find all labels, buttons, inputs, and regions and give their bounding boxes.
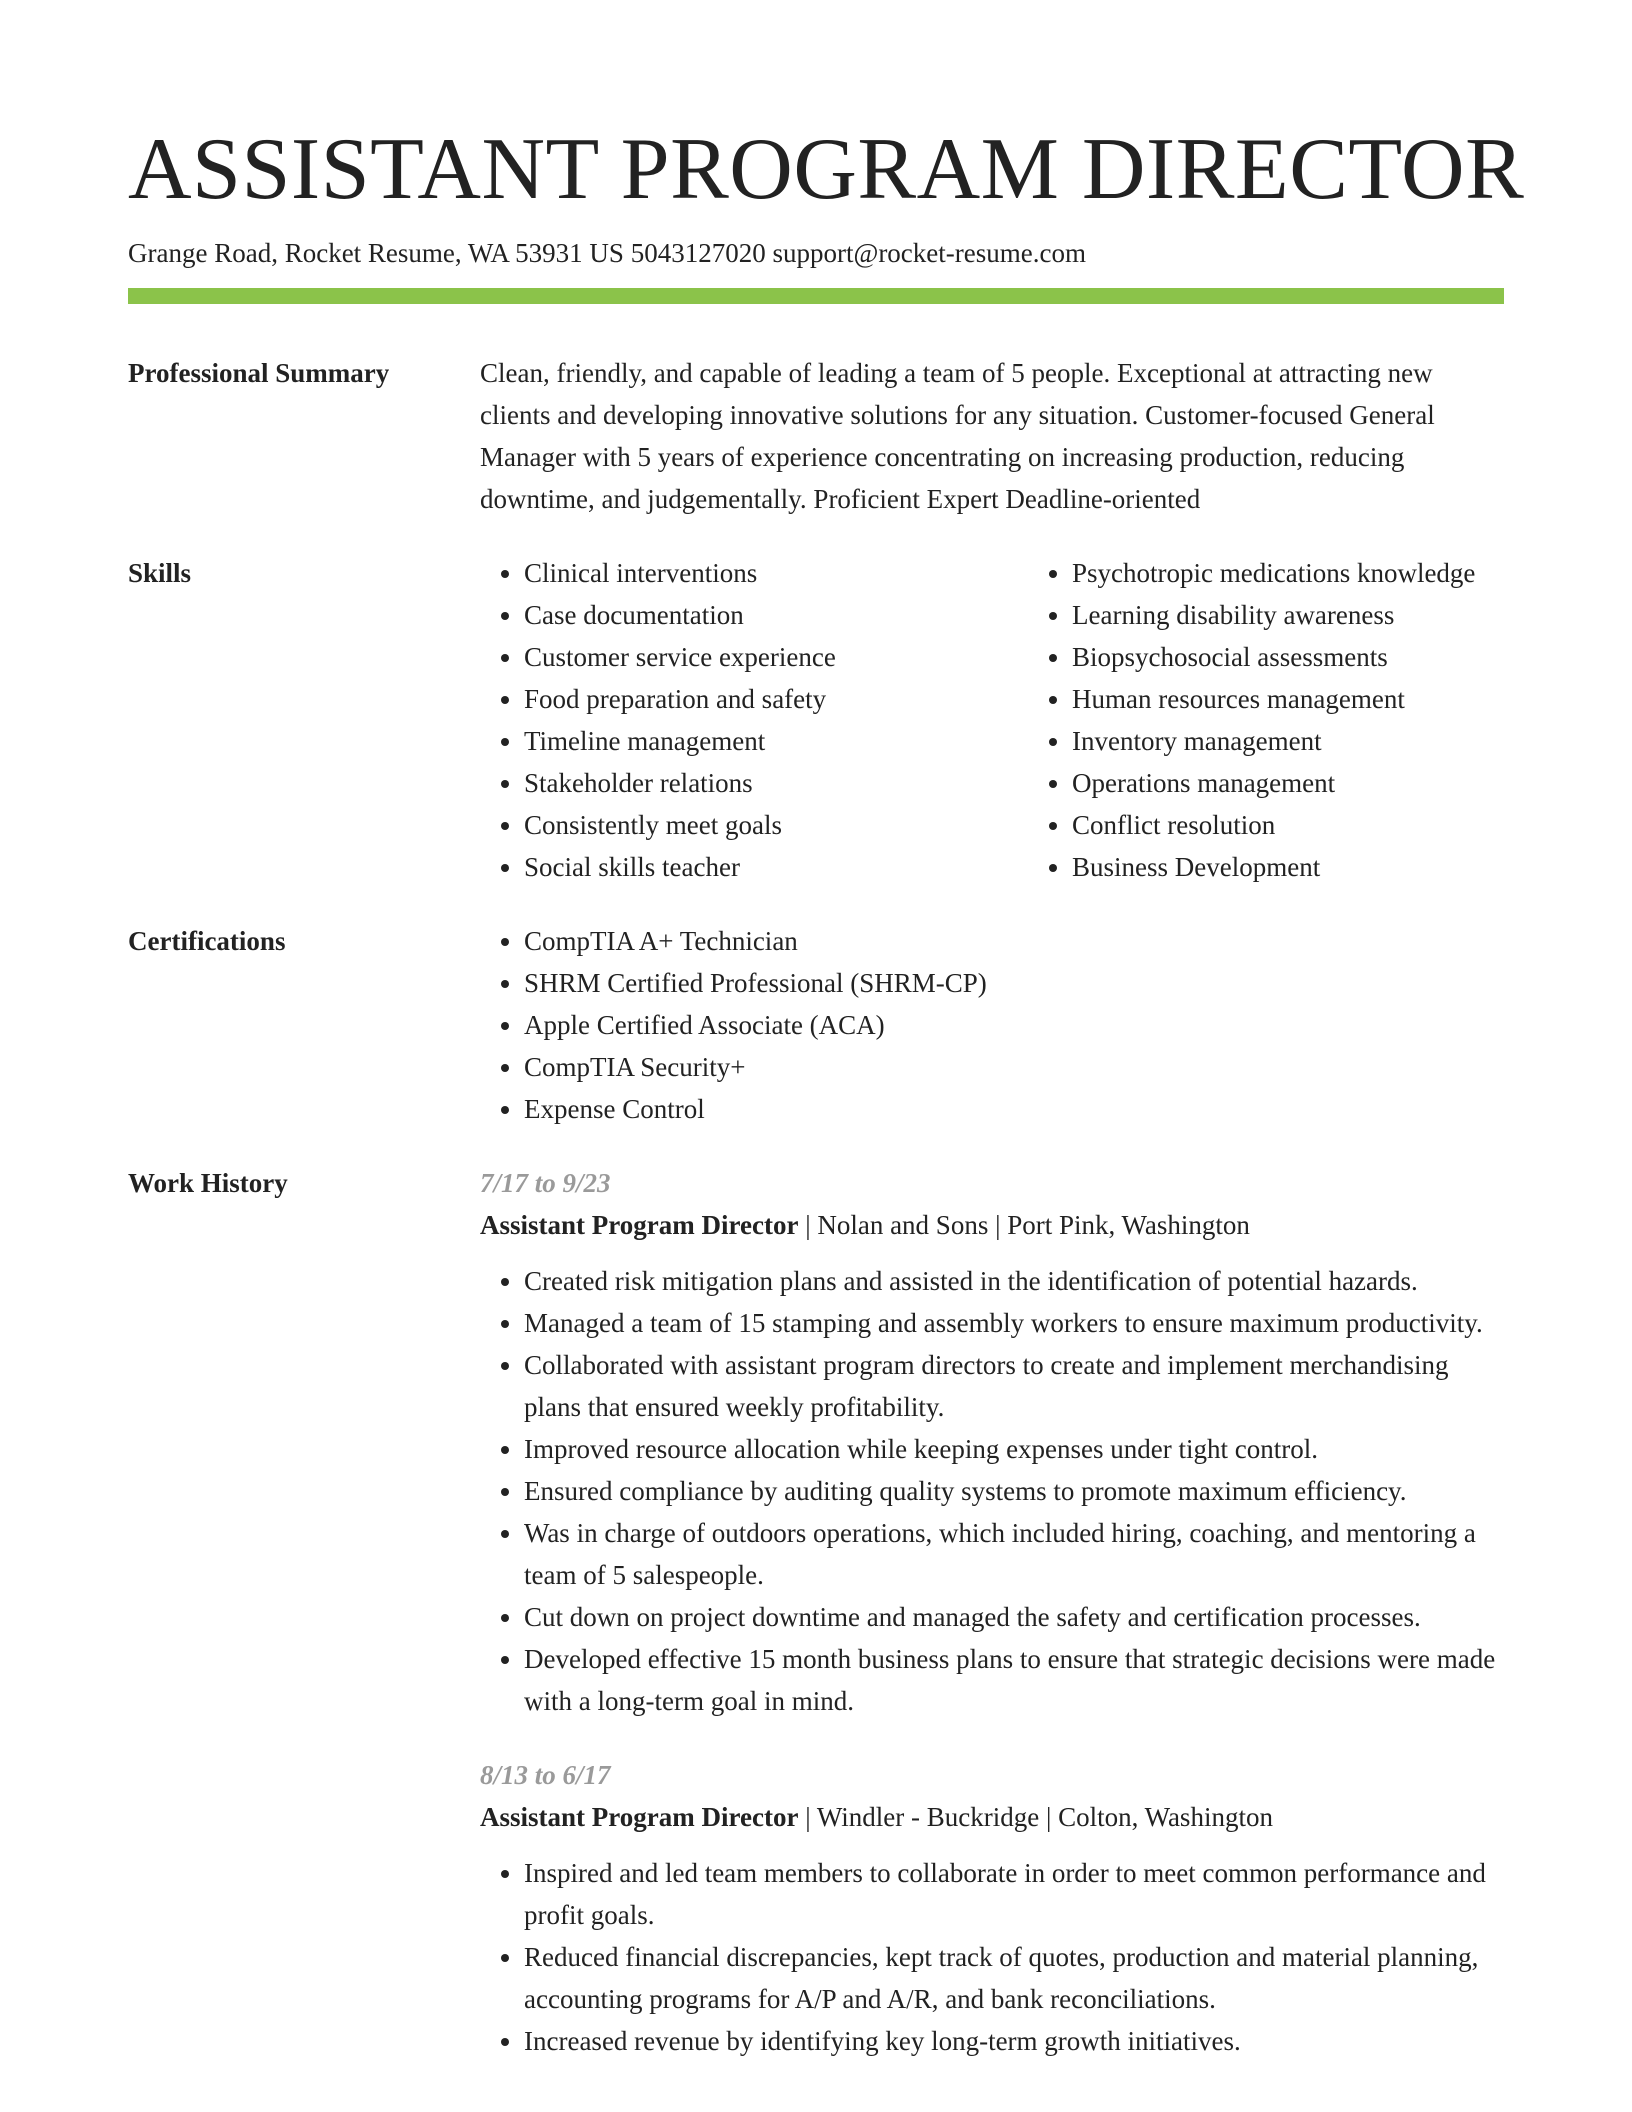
contact-phone: 5043127020 [630,238,766,268]
job-company-location: | Windler - Buckridge | Colton, Washington [798,1802,1273,1832]
job-title: Assistant Program Director [480,1802,799,1832]
job-bullet: • Collaborated with assistant program directors to create and implement merchandising plans that ensured weekly profitability. [524,1344,1504,1428]
work-history-section [128,1162,1504,2062]
skill-item: • Customer service experience [524,636,1028,678]
skill-item: • Clinical interventions [524,552,1028,594]
skills-list-left [480,552,1028,888]
job-bullets [480,1852,1504,2062]
skill-item: • Social skills teacher [524,846,1028,888]
job-bullet: • Was in charge of outdoors operations, which included hiring, coaching, and mentoring a team of 5 salespeople. [524,1512,1504,1596]
skill-item: • Operations management [1072,762,1504,804]
summary-text: Clean, friendly, and capable of leading a team of 5 people. Exceptional at attracting new clients and developing innovative solutions for any situation. Customer-focused General Manager with 5 years of experience concentrating on increasing production, reducing downtime, and judgementally. Proficient Expert Deadline-oriented [480,358,1435,514]
certification-item: • SHRM Certified Professional (SHRM-CP) [524,962,1504,1004]
summary-section [128,352,1504,520]
certification-item: • Apple Certified Associate (ACA) [524,1004,1504,1046]
job-bullet: • Cut down on project downtime and managed the safety and certification processes. [524,1596,1504,1638]
work-history-label: Work History [128,1168,288,1198]
skills-label: Skills [128,558,192,588]
resume-name-title: ASSISTANT PROGRAM DIRECTOR [128,121,1525,218]
job-heading [480,1796,1504,1838]
skill-item: • Business Development [1072,846,1504,888]
skill-item: • Biopsychosocial assessments [1072,636,1504,678]
skills-list-right [1028,552,1504,888]
header-divider [128,288,1504,304]
job-bullet: • Developed effective 15 month business plans to ensure that strategic decisions were made with a long-term goal in mind. [524,1638,1504,1722]
skill-item: • Psychotropic medications knowledge [1072,552,1504,594]
certifications-section [128,920,1504,1130]
resume-page [128,120,1525,2062]
job-bullet: • Reduced financial discrepancies, kept track of quotes, production and material planning, accounting programs for A/P and A/R, and bank reconciliations. [524,1936,1504,2020]
skill-item: • Inventory management [1072,720,1504,762]
job-bullet: • Created risk mitigation plans and assisted in the identification of potential hazards. [524,1260,1504,1302]
skill-item: • Consistently meet goals [524,804,1028,846]
job-bullet: • Ensured compliance by auditing quality systems to promote maximum efficiency. [524,1470,1504,1512]
contact-address: Grange Road, Rocket Resume, WA 53931 US [128,238,624,268]
certification-item: • CompTIA Security+ [524,1046,1504,1088]
job-entry [480,1754,1504,2062]
summary-label: Professional Summary [128,358,390,388]
job-heading [480,1204,1504,1246]
certifications-list [480,920,1504,1130]
contact-line [128,236,1504,270]
job-company-location: | Nolan and Sons | Port Pink, Washington [798,1210,1250,1240]
skill-item: • Stakeholder relations [524,762,1028,804]
job-entry [480,1162,1504,1722]
certification-item: • CompTIA A+ Technician [524,920,1504,962]
job-title: Assistant Program Director [480,1210,799,1240]
skill-item: • Timeline management [524,720,1028,762]
job-bullet: • Inspired and led team members to collaborate in order to meet common performance and profit goals. [524,1852,1504,1936]
skill-item: • Food preparation and safety [524,678,1028,720]
certification-item: • Expense Control [524,1088,1504,1130]
skill-item: • Human resources management [1072,678,1504,720]
skill-item: • Conflict resolution [1072,804,1504,846]
job-dates: 7/17 to 9/23 [480,1168,611,1198]
skill-item: • Learning disability awareness [1072,594,1504,636]
skills-section [128,552,1504,888]
job-bullet: • Increased revenue by identifying key long-term growth initiatives. [524,2020,1504,2062]
job-bullet: • Improved resource allocation while keeping expenses under tight control. [524,1428,1504,1470]
job-bullet: • Managed a team of 15 stamping and assembly workers to ensure maximum productivity. [524,1302,1504,1344]
job-bullets [480,1260,1504,1722]
contact-email: support@rocket-resume.com [772,238,1086,268]
job-dates: 8/13 to 6/17 [480,1760,611,1790]
skill-item: • Case documentation [524,594,1028,636]
certifications-label: Certifications [128,926,286,956]
